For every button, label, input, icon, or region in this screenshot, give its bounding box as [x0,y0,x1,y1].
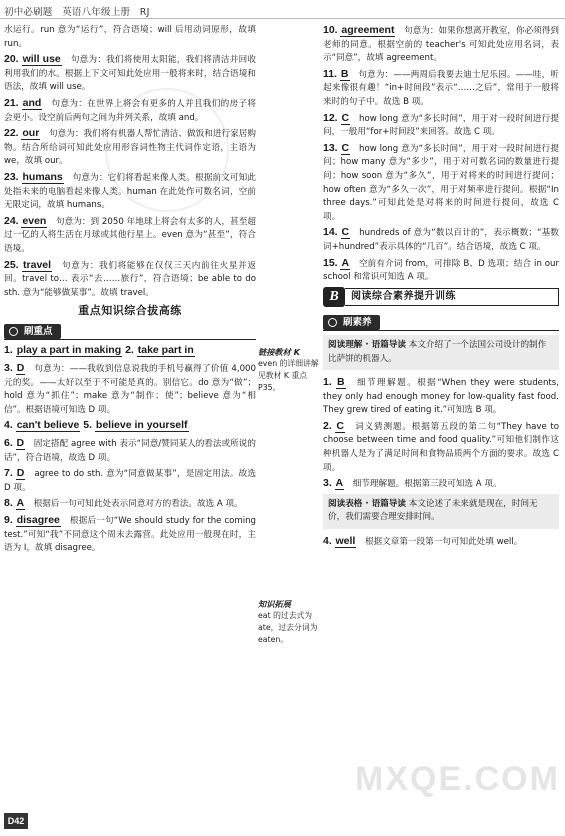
answer-item [323,112,559,140]
explanation-text: 句意为：——我收到信息说我的手机号赢得了价值 4,000 元的奖。——太好以至于不可能是真的。别信它。do 意为“做”；hold 意为“抓住”；make 意为“制作；使”；believe 意为“相信”。根据语境可知选 D 项。 [4,364,256,415]
question-number: 21. [4,96,19,109]
side-note-title: 知识拓展 [258,599,291,609]
answer-text: C [341,111,350,124]
question-number: 12. [323,111,338,124]
banner-letter: B [323,287,345,307]
intro-text: 水运行。run 意为“运行”，符合语境；will 后用动词原形，故填 run。 [4,25,256,49]
question-number: 1. [323,376,332,389]
answer-list [323,24,559,285]
tag-badge: 刷素养 [323,315,380,331]
answer-text: D [16,437,25,450]
question-number: 23. [4,170,19,183]
question-number: 6. [4,437,13,450]
question-number: 11. [323,67,338,80]
question-number: 25. [4,258,19,271]
explanation-text: 根据文章第一段第一句可知此处填 well。 [364,536,523,547]
question-number: 15. [323,256,338,269]
explanation-text: hundreds of 意为“数以百计的”，表示概数；“基数词+hundred”表示具体的“几百”。结合语境，故选 C 项。 [323,228,559,252]
answer-item [4,171,256,213]
question-number: 8. [4,497,13,510]
answer-text: D [16,467,25,480]
page-number: D42 [4,813,28,829]
answer-item [4,97,256,125]
tag-badge: 刷重点 [4,324,61,340]
answer-list [323,376,559,492]
answer-list [4,437,256,556]
passage-guide [323,335,559,370]
answer-item [323,226,559,254]
answer-list [4,362,256,417]
answer-item [323,535,559,550]
explanation-text: 句意为：——两周后我要去迪士尼乐园。——哇，听起来像很有趣！“in+时间段”表示“……之后”，常用于一般将来时的句子中。故选 B 项。 [323,69,559,107]
section-banner [323,287,559,307]
explanation-text: 根据后一句可知此处表示同意对方的看法。故选 A 项。 [33,499,243,510]
answer-text: even [22,214,47,227]
explanation-text: 句意为：如果你想离开教室，你必须得到老师的同意。根据空前的 teacher's 可知此处应用名词，表示“同意”，故填 agreement。 [323,26,559,64]
side-note [258,346,322,394]
answer-item [4,127,256,169]
answer-text: well [335,534,356,547]
question-number: 9. [4,514,13,526]
answer-item [323,142,559,225]
passage-text: 本文论述了未来就是现在，时间无价，我们需要合理安排时间。 [328,498,538,523]
answer-item [4,437,256,465]
answer-row [4,344,256,358]
explanation-text: 句意为：我们将能够在仅仅三天内前往火星并返回。travel to… 表示“去……旅行”，符合语境；be able to do sth. 意为“能够做某事”。故填 travel。 [4,260,256,298]
explanation-text: agree to do sth. 意为“同意做某事”，是固定用法。故选 D 项。 [4,469,256,493]
explanation-text: 句意为：我们将有机器人帮忙清洁、做饭和进行家居购物。结合所给词可知此处应用形容词性物主代词作定语，主语为 we，故填 our。 [4,129,256,167]
answer-item [323,477,559,492]
explanation-text: 词义猜测题。根据第五段的第二句“They have to choose between time and food quality.”可知他们制作这种机器人是为了满足时间和食物品质两个方面的要求。故选 C 项。 [323,421,559,473]
answer-text: and [22,96,42,109]
question-number: 2. [323,419,332,432]
answer-text: travel [23,258,52,271]
explanation-text: 句意为：到 2050 年地球上将会有太多的人，甚至超过一亿的人将生活在月球或其他行星上。even 意为“甚至”，符合语境。 [4,216,256,254]
answer-item [4,514,256,556]
explanation-text: 固定搭配 agree with 表示“同意/赞同某人的看法或所说的话”，符合语境，故选 D 项。 [4,439,256,463]
answer-text: our [22,127,40,140]
answer-item [4,259,256,301]
explanation-text: 句意为：我们将使用太阳能，我们将清洁并回收利用我们的水。根据上下文可知此处应用一般将来时，结合语境和语法，故填 will use。 [4,55,256,93]
question-number: 5. [83,419,92,432]
explanation-text: 细节理解题。根据“When they were students, they only had enough money for low-quality fast food. They grew tired of eating it.”可知选 B 项。 [323,378,559,416]
answer-text: C [341,141,350,154]
answer-item [4,467,256,495]
left-column [4,24,256,558]
explanation-text: 根据后一句“We should study for the coming test.”可知“我”不同意这个周末去露营。此处应用一般现在时，主语为 I，故填 disagree。 [4,516,256,554]
answer-text: humans [22,170,63,183]
answer-text: B [336,376,345,389]
answer-text: A [341,256,350,269]
question-number: 10. [323,24,338,36]
answer-item [4,362,256,417]
answer-text: D [16,362,25,375]
question-number: 3. [4,362,13,375]
question-number: 22. [4,127,19,140]
side-note-text: even 的详细讲解见教材 K 重点 P35。 [258,359,319,392]
answer-text: A [335,477,344,490]
answer-text: will use [22,53,61,66]
side-note-text: eat 的过去式为 ate，过去分词为 eaten。 [258,611,318,644]
answer-text: C [336,419,344,432]
passage-label: 阅读表格 · 语篇导读 [328,498,406,509]
answer-list [4,53,256,300]
answer-item [4,215,256,257]
passage-label: 阅读理解 · 语篇导读 [328,340,406,351]
answer-item [323,376,559,418]
page-header [0,0,565,22]
answer-item [323,420,559,475]
question-number: 4. [323,534,332,547]
answer-text: disagree [16,514,60,526]
explanation-text: 句意为：在世界上将会有更多的人并且我们的房子将会更小。设空前后两句之间为并列关系，故填 and。 [4,98,256,123]
answer-item [4,497,256,512]
question-number: 14. [323,226,338,239]
answer-text: agreement [341,24,395,36]
answer-text: believe in yourself [95,419,188,432]
passage-guide [323,494,559,529]
answer-text: B [340,67,349,80]
question-number: 24. [4,214,19,227]
explanation-text: 句意为：它们将看起来像人类。根据前文可知此处指未来的电脑看起来像人类。human 在此处作可数名词，空前无限定词，故填 humans。 [4,172,256,211]
explanation-text: 细节理解题。根据第三段可知选 A 项。 [352,479,502,490]
side-note-title: 链接教材 K [258,347,300,357]
answer-item [323,68,559,110]
question-number: 4. [4,419,13,432]
header-divider [0,18,565,19]
question-number: 1. [4,344,13,357]
section-title: 重点知识综合拔高练 [78,304,182,318]
answer-item [4,53,256,95]
question-number: 20. [4,53,19,66]
answer-row [4,419,256,433]
watermark-text: MXQE.COM [355,760,560,798]
explanation-text: how long 意为“多长时间”，用于对一段时间进行提问，一般用“for+时间段”来回答。故选 C 项。 [323,113,559,138]
answer-text: take part in [137,344,194,357]
explanation-text: 空前有介词 from，可排除 B、D 选项；结合 in our school 和常识可知选 A 项。 [323,258,559,283]
answer-text: play a part in making [16,344,122,357]
answer-text: A [16,497,25,510]
explanation-text: how long 意为“多长时间”，用于对一段时间进行提问；how many 意为“多少”，用于对可数名词的数量进行提问；how soon 意为“多久”，用于对将来的时间进行提问；how often 意为“多久一次”，用于对频率进行提问。根据“In three days.”可知此处是对将来的时间进行提问，故选 C 项。 [323,143,559,222]
question-number: 3. [323,477,332,490]
header-title: 初中必刷题 英语八年级上册 RJ [4,7,150,18]
answer-text: can't believe [16,419,80,432]
answer-text: C [341,226,350,239]
question-number: 13. [323,141,338,154]
passage-text: 本文介绍了一个法国公司设计的制作比萨饼的机器人。 [328,340,547,364]
answer-item [323,24,559,66]
answer-item [323,257,559,285]
right-column [323,24,559,551]
question-number: 2. [125,344,134,357]
answer-list [323,535,559,550]
side-note [258,598,322,646]
banner-text: 阅读综合素养提升训练 [345,288,559,306]
question-number: 7. [4,467,13,480]
